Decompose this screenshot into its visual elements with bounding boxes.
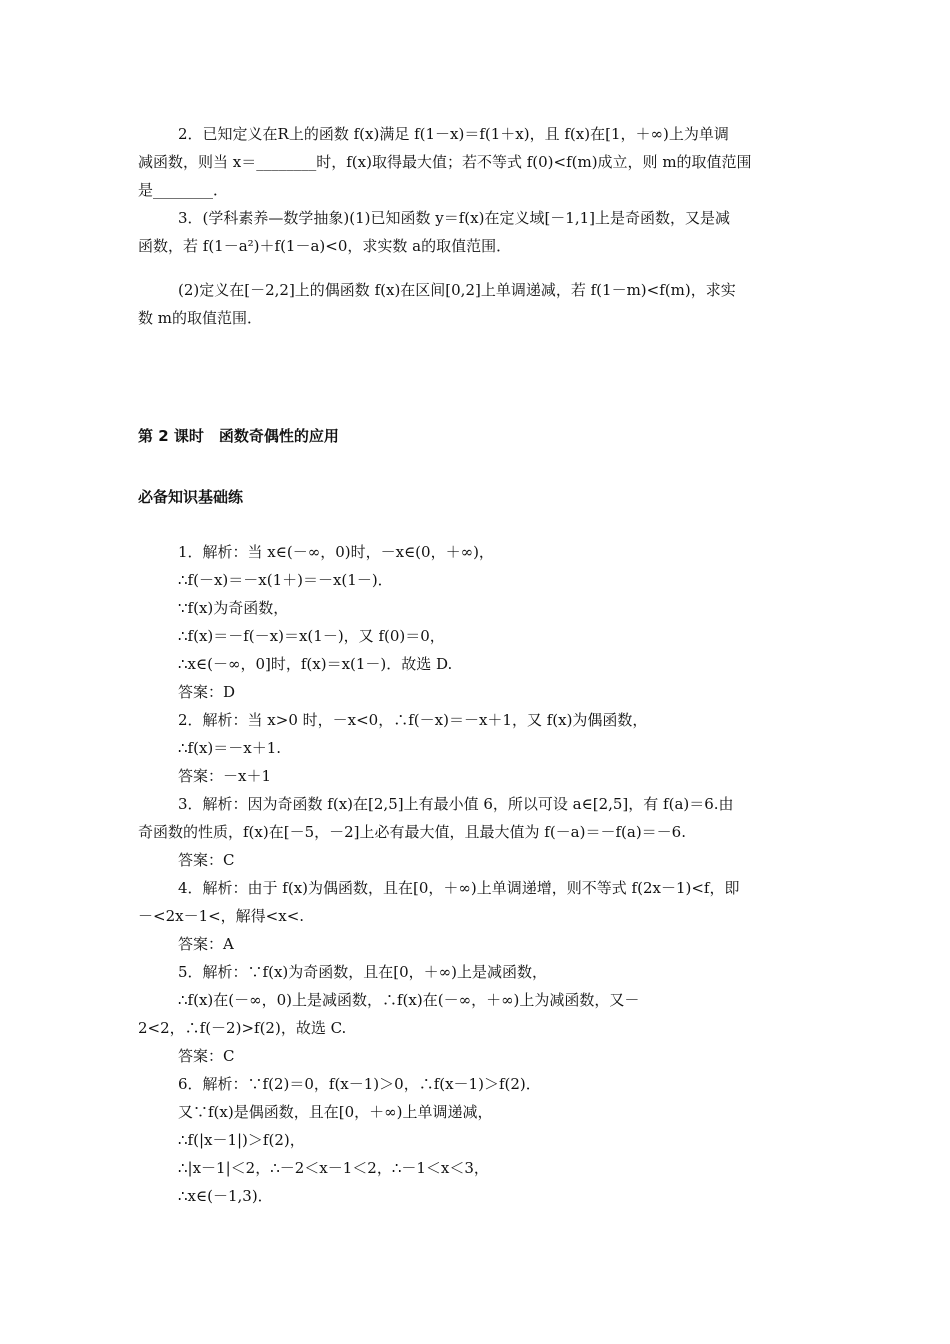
answer-5-line-2: ∴f(x)在(－∞，0)上是减函数，∴f(x)在(－∞，＋∞)上为减函数，又－ [178,991,640,1009]
answer-5-line-3: 2<2，∴f(－2)>f(2)，故选 C. [138,1019,347,1037]
exercise-3-part-1-line-2: 函数，若 f(1－a²)＋f(1－a)<0，求实数 a的取值范围． [138,237,512,255]
answer-2-line: 2．解析：当 x>0 时，－x<0，∴f(－x)＝－x＋1，又 f(x)为偶函数， [178,711,648,729]
answer-3-line-2: 奇函数的性质，f(x)在[－5，－2]上必有最大值，且最大值为 f(－a)＝－f(a)＝－6. [138,823,686,841]
answer-1-result: 答案：D [178,683,236,701]
answer-4-line-1: 4．解析：由于 f(x)为偶函数，且在[0，＋∞)上单调递增，则不等式 f(2x－1)<f，即 [178,879,740,897]
answer-1-line: ∴f(－x)＝－x(1＋)＝－x(1－)． [178,571,393,589]
answer-3-line-1: 3．解析：因为奇函数 f(x)在[2,5]上有最小值 6，所以可设 a∈[2,5]，有 f(a)＝6.由 [178,795,734,813]
answer-6-line: 6．解析：∵f(2)＝0，f(x－1)＞0，∴f(x－1)＞f(2)． [178,1075,541,1093]
answer-1-line: ∵f(x)为奇函数， [178,599,289,617]
answer-2-line: ∴f(x)＝－x＋1. [178,739,282,757]
exercise-3-part-2-line-1: (2)定义在[－2,2]上的偶函数 f(x)在区间[0,2]上单调递减，若 f(1－m)<f(m)，求实 [178,281,736,299]
section-title: 必备知识基础练 [138,488,244,506]
answer-5-line-1: 5．解析：∵f(x)为奇函数，且在[0，＋∞)上是减函数， [178,963,548,981]
exercise-3-part-1-line-1: 3．(学科素养—数学抽象)(1)已知函数 y＝f(x)在定义域[－1,1]上是奇函数，又是减 [178,209,731,227]
exercise-3-part-2-line-2: 数 m的取值范围． [138,309,262,327]
lesson-title: 第 2 课时 函数奇偶性的应用 [138,427,339,445]
answer-1-line: ∴f(x)＝－f(－x)＝x(1－)，又 f(0)＝0， [178,627,445,645]
answer-3-result: 答案：C [178,851,235,869]
exercise-2-line-1: 2．已知定义在R上的函数 f(x)满足 f(1－x)＝f(1＋x)，且 f(x)在[1，＋∞)上为单调 [178,125,729,143]
answer-6-line: 又∵f(x)是偶函数，且在[0，＋∞)上单调递减， [178,1103,493,1121]
answer-6-line: ∴|x－1|＜2，∴－2＜x－1＜2，∴－1＜x＜3， [178,1159,489,1177]
answer-2-result: 答案：－x＋1 [178,767,272,785]
exercise-2-line-2: 减函数，则当 x＝________时，f(x)取得最大值；若不等式 f(0)<f(m)成立，则 m的取值范围 [138,153,752,171]
exercise-2-line-3: 是________． [138,181,229,199]
answer-1-line: ∴x∈(－∞，0]时，f(x)＝x(1－)．故选 D. [178,655,453,673]
answer-6-line: ∴f(|x－1|)＞f(2)， [178,1131,305,1149]
answer-4-line-2: －<2x－1<，解得<x<. [138,907,305,925]
answer-1-line: 1．解析：当 x∈(－∞，0)时，－x∈(0，＋∞)， [178,543,494,561]
answer-5-result: 答案：C [178,1047,235,1065]
answer-4-result: 答案：A [178,935,234,953]
answer-6-line: ∴x∈(－1,3)． [178,1187,273,1205]
